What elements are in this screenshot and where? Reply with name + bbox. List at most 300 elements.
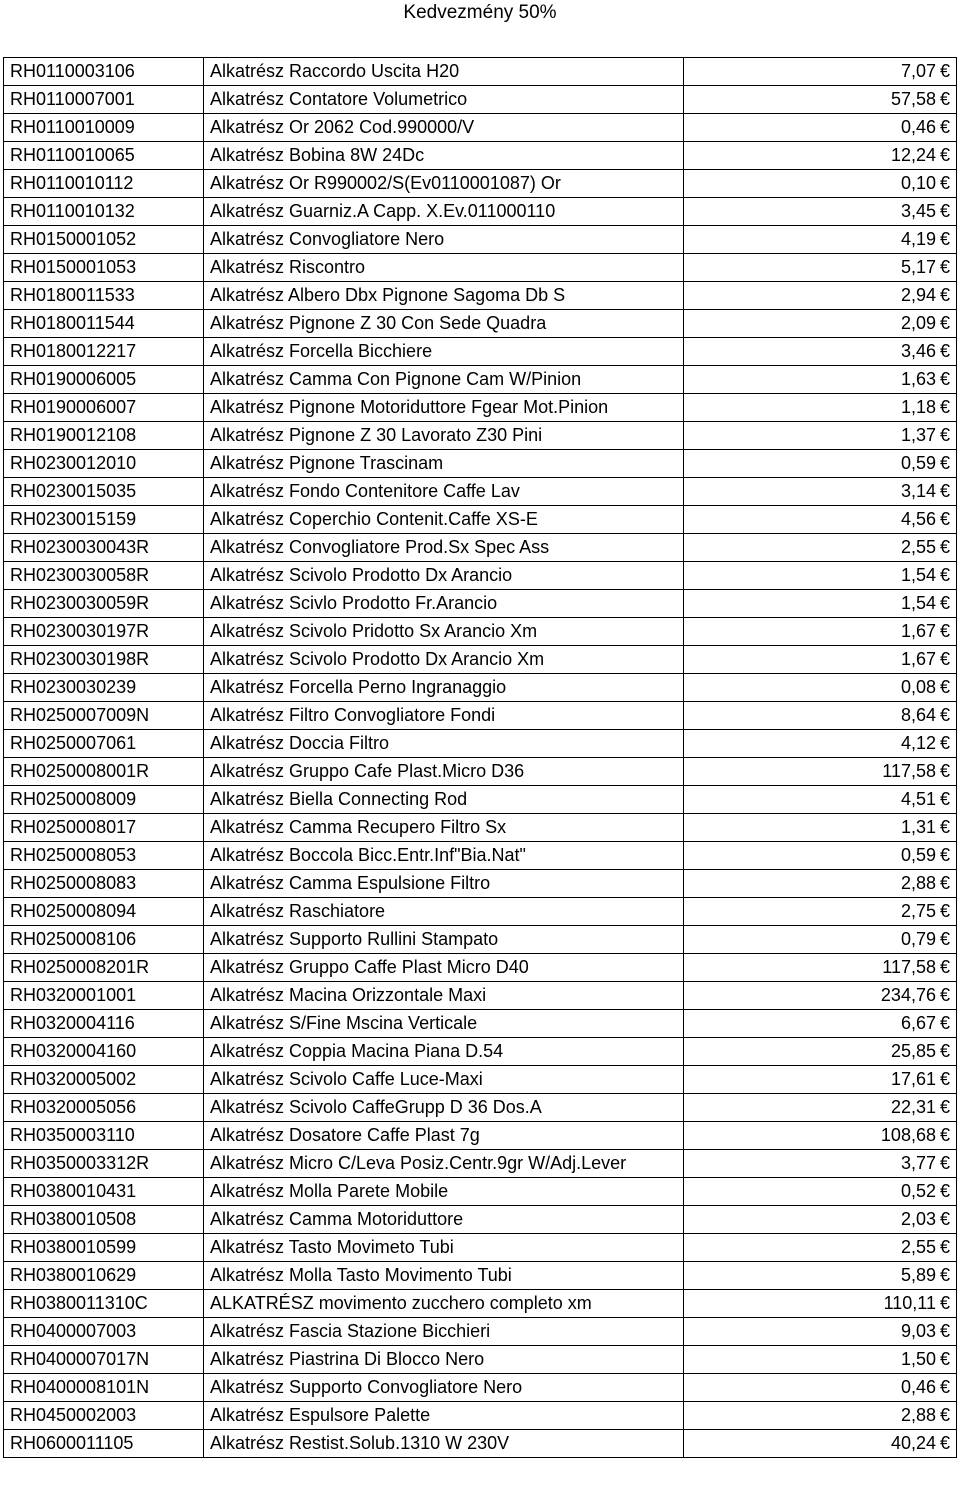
price-cell — [684, 310, 957, 338]
table-row — [4, 142, 957, 170]
table-row — [4, 338, 957, 366]
part-code-cell: RH0380010629 — [4, 1262, 204, 1290]
part-description-cell: Alkatrész Guarniz.A Capp. X.Ev.011000110 — [204, 198, 684, 226]
price-value: 2,55 — [900, 1237, 936, 1257]
part-description-cell: Alkatrész Coperchio Contenit.Caffe XS-E — [204, 506, 684, 534]
table-row — [4, 1234, 957, 1262]
euro-icon: € — [939, 957, 950, 977]
part-code-cell: RH0110010132 — [4, 198, 204, 226]
part-code-cell: RH0230030059R — [4, 590, 204, 618]
price-value: 25,85 — [890, 1041, 936, 1061]
part-code-cell: RH0320005056 — [4, 1094, 204, 1122]
part-description-cell: Alkatrész Scivolo CaffeGrupp D 36 Dos.A — [204, 1094, 684, 1122]
part-code-cell: RH0320005002 — [4, 1066, 204, 1094]
table-row — [4, 898, 957, 926]
price-cell — [684, 674, 957, 702]
euro-icon: € — [939, 369, 950, 389]
price-cell — [684, 1234, 957, 1262]
table-row — [4, 1178, 957, 1206]
price-cell — [684, 1178, 957, 1206]
table-row — [4, 590, 957, 618]
price-cell — [684, 366, 957, 394]
part-description-cell: Alkatrész Scivolo Caffe Luce-Maxi — [204, 1066, 684, 1094]
price-cell — [684, 1318, 957, 1346]
part-code-cell: RH0110003106 — [4, 58, 204, 86]
euro-icon: € — [939, 1377, 950, 1397]
table-row — [4, 1346, 957, 1374]
price-value: 8,64 — [900, 705, 936, 725]
price-value: 117,58 — [882, 761, 936, 781]
part-description-cell: Alkatrész Albero Dbx Pignone Sagoma Db S — [204, 282, 684, 310]
price-value: 110,11 — [883, 1293, 936, 1313]
part-code-cell: RH0400008101N — [4, 1374, 204, 1402]
price-value: 1,54 — [900, 593, 936, 613]
price-value: 4,51 — [900, 789, 936, 809]
price-cell — [684, 1262, 957, 1290]
part-description-cell: Alkatrész Macina Orizzontale Maxi — [204, 982, 684, 1010]
price-value: 1,18 — [900, 397, 936, 417]
part-description-cell: Alkatrész Doccia Filtro — [204, 730, 684, 758]
part-code-cell: RH0380010431 — [4, 1178, 204, 1206]
part-code-cell: RH0150001053 — [4, 254, 204, 282]
part-description-cell: Alkatrész Boccola Bicc.Entr.Inf"Bia.Nat" — [204, 842, 684, 870]
price-value: 3,77 — [900, 1153, 936, 1173]
table-row — [4, 814, 957, 842]
price-value: 1,67 — [900, 621, 936, 641]
price-cell — [684, 1206, 957, 1234]
price-value: 4,19 — [900, 229, 936, 249]
price-value: 17,61 — [890, 1069, 936, 1089]
part-description-cell: Alkatrész Tasto Movimeto Tubi — [204, 1234, 684, 1262]
part-code-cell: RH0190006007 — [4, 394, 204, 422]
price-cell — [684, 982, 957, 1010]
price-value: 117,58 — [882, 957, 936, 977]
part-description-cell: Alkatrész S/Fine Mscina Verticale — [204, 1010, 684, 1038]
price-cell — [684, 86, 957, 114]
table-row — [4, 982, 957, 1010]
euro-icon: € — [939, 453, 950, 473]
price-value: 1,31 — [900, 817, 936, 837]
part-description-cell: Alkatrész Raschiatore — [204, 898, 684, 926]
table-row — [4, 534, 957, 562]
table-row — [4, 310, 957, 338]
euro-icon: € — [939, 1349, 950, 1369]
table-row — [4, 618, 957, 646]
price-cell — [684, 478, 957, 506]
euro-icon: € — [939, 817, 950, 837]
part-code-cell: RH0230030198R — [4, 646, 204, 674]
euro-icon: € — [939, 145, 950, 165]
part-code-cell: RH0190012108 — [4, 422, 204, 450]
part-code-cell: RH0230030058R — [4, 562, 204, 590]
part-description-cell: Alkatrész Fondo Contenitore Caffe Lav — [204, 478, 684, 506]
euro-icon: € — [939, 537, 950, 557]
part-description-cell: Alkatrész Scivolo Prodotto Dx Arancio — [204, 562, 684, 590]
euro-icon: € — [939, 313, 950, 333]
price-cell — [684, 254, 957, 282]
price-value: 1,67 — [900, 649, 936, 669]
part-description-cell: Alkatrész Pignone Z 30 Lavorato Z30 Pini — [204, 422, 684, 450]
part-description-cell: Alkatrész Contatore Volumetrico — [204, 86, 684, 114]
euro-icon: € — [939, 89, 950, 109]
part-code-cell: RH0380011310C — [4, 1290, 204, 1318]
table-row — [4, 114, 957, 142]
euro-icon: € — [939, 1433, 950, 1453]
table-row — [4, 394, 957, 422]
price-cell — [684, 450, 957, 478]
price-cell — [684, 58, 957, 86]
price-cell — [684, 618, 957, 646]
part-description-cell: Alkatrész Scivolo Pridotto Sx Arancio Xm — [204, 618, 684, 646]
table-row — [4, 478, 957, 506]
part-description-cell: Alkatrész Espulsore Palette — [204, 1402, 684, 1430]
euro-icon: € — [939, 901, 950, 921]
price-cell — [684, 730, 957, 758]
table-row — [4, 198, 957, 226]
table-row — [4, 842, 957, 870]
part-code-cell: RH0250007009N — [4, 702, 204, 730]
table-row — [4, 1150, 957, 1178]
euro-icon: € — [939, 1153, 950, 1173]
part-description-cell: Alkatrész Supporto Convogliatore Nero — [204, 1374, 684, 1402]
price-cell — [684, 842, 957, 870]
price-value: 0,52 — [900, 1181, 936, 1201]
table-row — [4, 1010, 957, 1038]
euro-icon: € — [939, 1293, 950, 1313]
part-code-cell: RH0250008106 — [4, 926, 204, 954]
part-code-cell: RH0250008017 — [4, 814, 204, 842]
price-cell — [684, 1094, 957, 1122]
euro-icon: € — [939, 705, 950, 725]
euro-icon: € — [939, 1237, 950, 1257]
price-cell — [684, 422, 957, 450]
part-description-cell: Alkatrész Forcella Bicchiere — [204, 338, 684, 366]
part-description-cell: Alkatrész Coppia Macina Piana D.54 — [204, 1038, 684, 1066]
table-row — [4, 1262, 957, 1290]
table-row — [4, 226, 957, 254]
part-code-cell: RH0400007017N — [4, 1346, 204, 1374]
part-description-cell: Alkatrész Dosatore Caffe Plast 7g — [204, 1122, 684, 1150]
part-description-cell: Alkatrész Micro C/Leva Posiz.Centr.9gr W/Adj.Lever — [204, 1150, 684, 1178]
table-row — [4, 730, 957, 758]
euro-icon: € — [939, 1125, 950, 1145]
table-row — [4, 1206, 957, 1234]
price-value: 3,14 — [900, 481, 936, 501]
price-cell — [684, 394, 957, 422]
price-cell — [684, 1290, 957, 1318]
euro-icon: € — [939, 1013, 950, 1033]
part-code-cell: RH0250008094 — [4, 898, 204, 926]
price-cell — [684, 1010, 957, 1038]
table-row — [4, 1122, 957, 1150]
price-table — [3, 57, 957, 1458]
price-value: 40,24 — [890, 1433, 936, 1453]
price-value: 2,75 — [900, 901, 936, 921]
part-code-cell: RH0230012010 — [4, 450, 204, 478]
price-cell — [684, 226, 957, 254]
price-cell — [684, 590, 957, 618]
table-row — [4, 254, 957, 282]
price-cell — [684, 1346, 957, 1374]
euro-icon: € — [939, 229, 950, 249]
price-value: 1,54 — [900, 565, 936, 585]
euro-icon: € — [939, 1209, 950, 1229]
price-cell — [684, 198, 957, 226]
price-cell — [684, 142, 957, 170]
part-description-cell: Alkatrész Camma Recupero Filtro Sx — [204, 814, 684, 842]
table-row — [4, 422, 957, 450]
part-code-cell: RH0250008001R — [4, 758, 204, 786]
table-row — [4, 1430, 957, 1458]
price-value: 5,17 — [900, 257, 936, 277]
table-row — [4, 1290, 957, 1318]
euro-icon: € — [939, 257, 950, 277]
part-description-cell: Alkatrész Gruppo Cafe Plast.Micro D36 — [204, 758, 684, 786]
price-value: 3,46 — [900, 341, 936, 361]
table-row — [4, 870, 957, 898]
part-description-cell: Alkatrész Restist.Solub.1310 W 230V — [204, 1430, 684, 1458]
table-row — [4, 58, 957, 86]
table-row — [4, 366, 957, 394]
part-code-cell: RH0250008083 — [4, 870, 204, 898]
price-cell — [684, 926, 957, 954]
price-value: 2,94 — [900, 285, 936, 305]
part-code-cell: RH0350003110 — [4, 1122, 204, 1150]
euro-icon: € — [939, 677, 950, 697]
price-value: 4,56 — [900, 509, 936, 529]
price-cell — [684, 338, 957, 366]
price-cell — [684, 814, 957, 842]
price-value: 234,76 — [880, 985, 936, 1005]
part-description-cell: Alkatrész Camma Espulsione Filtro — [204, 870, 684, 898]
euro-icon: € — [939, 285, 950, 305]
part-code-cell: RH0150001052 — [4, 226, 204, 254]
part-description-cell: Alkatrész Camma Motoriduttore — [204, 1206, 684, 1234]
price-value: 1,37 — [900, 425, 936, 445]
part-description-cell: Alkatrész Fascia Stazione Bicchieri — [204, 1318, 684, 1346]
price-cell — [684, 562, 957, 590]
table-row — [4, 674, 957, 702]
price-cell — [684, 170, 957, 198]
table-row — [4, 646, 957, 674]
table-row — [4, 86, 957, 114]
part-code-cell: RH0180011544 — [4, 310, 204, 338]
euro-icon: € — [939, 341, 950, 361]
part-code-cell: RH0230030043R — [4, 534, 204, 562]
part-description-cell: Alkatrész Pignone Z 30 Con Sede Quadra — [204, 310, 684, 338]
euro-icon: € — [939, 1265, 950, 1285]
price-value: 6,67 — [900, 1013, 936, 1033]
part-code-cell: RH0250008009 — [4, 786, 204, 814]
table-row — [4, 170, 957, 198]
page-title: Kedvezmény 50% — [403, 2, 557, 23]
euro-icon: € — [939, 845, 950, 865]
price-cell — [684, 282, 957, 310]
part-description-cell: Alkatrész Biella Connecting Rod — [204, 786, 684, 814]
table-row — [4, 1066, 957, 1094]
price-cell — [684, 1122, 957, 1150]
price-value: 3,45 — [900, 201, 936, 221]
table-row — [4, 1374, 957, 1402]
part-description-cell: Alkatrész Convogliatore Nero — [204, 226, 684, 254]
price-value: 12,24 — [890, 145, 936, 165]
price-value: 0,59 — [900, 845, 936, 865]
part-code-cell: RH0230015035 — [4, 478, 204, 506]
part-description-cell: Alkatrész Molla Parete Mobile — [204, 1178, 684, 1206]
part-code-cell: RH0110010009 — [4, 114, 204, 142]
euro-icon: € — [939, 1097, 950, 1117]
table-row — [4, 1318, 957, 1346]
price-value: 2,55 — [900, 537, 936, 557]
part-code-cell: RH0180012217 — [4, 338, 204, 366]
price-cell — [684, 1430, 957, 1458]
part-description-cell: Alkatrész Piastrina Di Blocco Nero — [204, 1346, 684, 1374]
table-row — [4, 1094, 957, 1122]
price-value: 2,88 — [900, 1405, 936, 1425]
price-table-body — [4, 58, 957, 1458]
part-description-cell: Alkatrész Forcella Perno Ingranaggio — [204, 674, 684, 702]
price-cell — [684, 954, 957, 982]
euro-icon: € — [939, 481, 950, 501]
part-code-cell: RH0320004116 — [4, 1010, 204, 1038]
part-code-cell: RH0450002003 — [4, 1402, 204, 1430]
price-value: 1,63 — [900, 369, 936, 389]
euro-icon: € — [939, 509, 950, 529]
price-cell — [684, 534, 957, 562]
table-row — [4, 954, 957, 982]
price-cell — [684, 506, 957, 534]
table-row — [4, 926, 957, 954]
part-code-cell: RH0230030239 — [4, 674, 204, 702]
part-description-cell: ALKATRÉSZ movimento zucchero completo xm — [204, 1290, 684, 1318]
price-value: 22,31 — [890, 1097, 936, 1117]
euro-icon: € — [939, 733, 950, 753]
price-value: 0,59 — [900, 453, 936, 473]
price-cell — [684, 702, 957, 730]
part-description-cell: Alkatrész Pignone Motoriduttore Fgear Mot.Pinion — [204, 394, 684, 422]
price-value: 5,89 — [900, 1265, 936, 1285]
part-code-cell: RH0110010112 — [4, 170, 204, 198]
part-description-cell: Alkatrész Scivlo Prodotto Fr.Arancio — [204, 590, 684, 618]
part-code-cell: RH0250007061 — [4, 730, 204, 758]
price-cell — [684, 898, 957, 926]
price-cell — [684, 646, 957, 674]
part-code-cell: RH0110010065 — [4, 142, 204, 170]
price-value: 9,03 — [900, 1321, 936, 1341]
part-description-cell: Alkatrész Camma Con Pignone Cam W/Pinion — [204, 366, 684, 394]
part-description-cell: Alkatrész Supporto Rullini Stampato — [204, 926, 684, 954]
table-row — [4, 702, 957, 730]
price-cell — [684, 758, 957, 786]
price-value: 2,09 — [900, 313, 936, 333]
part-code-cell: RH0110007001 — [4, 86, 204, 114]
table-row — [4, 758, 957, 786]
euro-icon: € — [939, 621, 950, 641]
part-description-cell: Alkatrész Scivolo Prodotto Dx Arancio Xm — [204, 646, 684, 674]
part-code-cell: RH0400007003 — [4, 1318, 204, 1346]
euro-icon: € — [939, 649, 950, 669]
part-description-cell: Alkatrész Or 2062 Cod.990000/V — [204, 114, 684, 142]
euro-icon: € — [939, 425, 950, 445]
price-value: 0,46 — [900, 117, 936, 137]
price-value: 0,46 — [900, 1377, 936, 1397]
table-row — [4, 562, 957, 590]
part-code-cell: RH0380010508 — [4, 1206, 204, 1234]
price-value: 7,07 — [900, 61, 936, 81]
part-code-cell: RH0250008201R — [4, 954, 204, 982]
price-cell — [684, 786, 957, 814]
euro-icon: € — [939, 117, 950, 137]
euro-icon: € — [939, 1321, 950, 1341]
part-description-cell: Alkatrész Pignone Trascinam — [204, 450, 684, 478]
table-row — [4, 450, 957, 478]
euro-icon: € — [939, 1069, 950, 1089]
euro-icon: € — [939, 61, 950, 81]
part-description-cell: Alkatrész Gruppo Caffe Plast Micro D40 — [204, 954, 684, 982]
price-value: 0,79 — [900, 929, 936, 949]
part-description-cell: Alkatrész Or R990002/S(Ev0110001087) Or — [204, 170, 684, 198]
part-code-cell: RH0250008053 — [4, 842, 204, 870]
part-description-cell: Alkatrész Filtro Convogliatore Fondi — [204, 702, 684, 730]
euro-icon: € — [939, 173, 950, 193]
part-code-cell: RH0320001001 — [4, 982, 204, 1010]
table-row — [4, 1038, 957, 1066]
part-description-cell: Alkatrész Riscontro — [204, 254, 684, 282]
part-code-cell: RH0600011105 — [4, 1430, 204, 1458]
euro-icon: € — [939, 565, 950, 585]
price-value: 1,50 — [900, 1349, 936, 1369]
part-description-cell: Alkatrész Molla Tasto Movimento Tubi — [204, 1262, 684, 1290]
price-cell — [684, 1402, 957, 1430]
part-code-cell: RH0180011533 — [4, 282, 204, 310]
euro-icon: € — [939, 873, 950, 893]
euro-icon: € — [939, 1181, 950, 1201]
euro-icon: € — [939, 985, 950, 1005]
part-description-cell: Alkatrész Bobina 8W 24Dc — [204, 142, 684, 170]
price-value: 0,08 — [900, 677, 936, 697]
price-cell — [684, 1066, 957, 1094]
part-code-cell: RH0350003312R — [4, 1150, 204, 1178]
part-code-cell: RH0320004160 — [4, 1038, 204, 1066]
euro-icon: € — [939, 789, 950, 809]
euro-icon: € — [939, 761, 950, 781]
table-row — [4, 506, 957, 534]
price-value: 2,03 — [900, 1209, 936, 1229]
euro-icon: € — [939, 201, 950, 221]
table-row — [4, 1402, 957, 1430]
price-value: 0,10 — [900, 173, 936, 193]
price-value: 4,12 — [900, 733, 936, 753]
part-description-cell: Alkatrész Raccordo Uscita H20 — [204, 58, 684, 86]
euro-icon: € — [939, 1041, 950, 1061]
price-cell — [684, 1038, 957, 1066]
price-value: 2,88 — [900, 873, 936, 893]
part-code-cell: RH0230030197R — [4, 618, 204, 646]
euro-icon: € — [939, 929, 950, 949]
part-description-cell: Alkatrész Convogliatore Prod.Sx Spec Ass — [204, 534, 684, 562]
part-code-cell: RH0230015159 — [4, 506, 204, 534]
euro-icon: € — [939, 1405, 950, 1425]
price-cell — [684, 870, 957, 898]
price-value: 57,58 — [890, 89, 936, 109]
price-value: 108,68 — [880, 1125, 936, 1145]
price-cell — [684, 114, 957, 142]
part-code-cell: RH0380010599 — [4, 1234, 204, 1262]
euro-icon: € — [939, 397, 950, 417]
price-cell — [684, 1150, 957, 1178]
euro-icon: € — [939, 593, 950, 613]
table-row — [4, 786, 957, 814]
